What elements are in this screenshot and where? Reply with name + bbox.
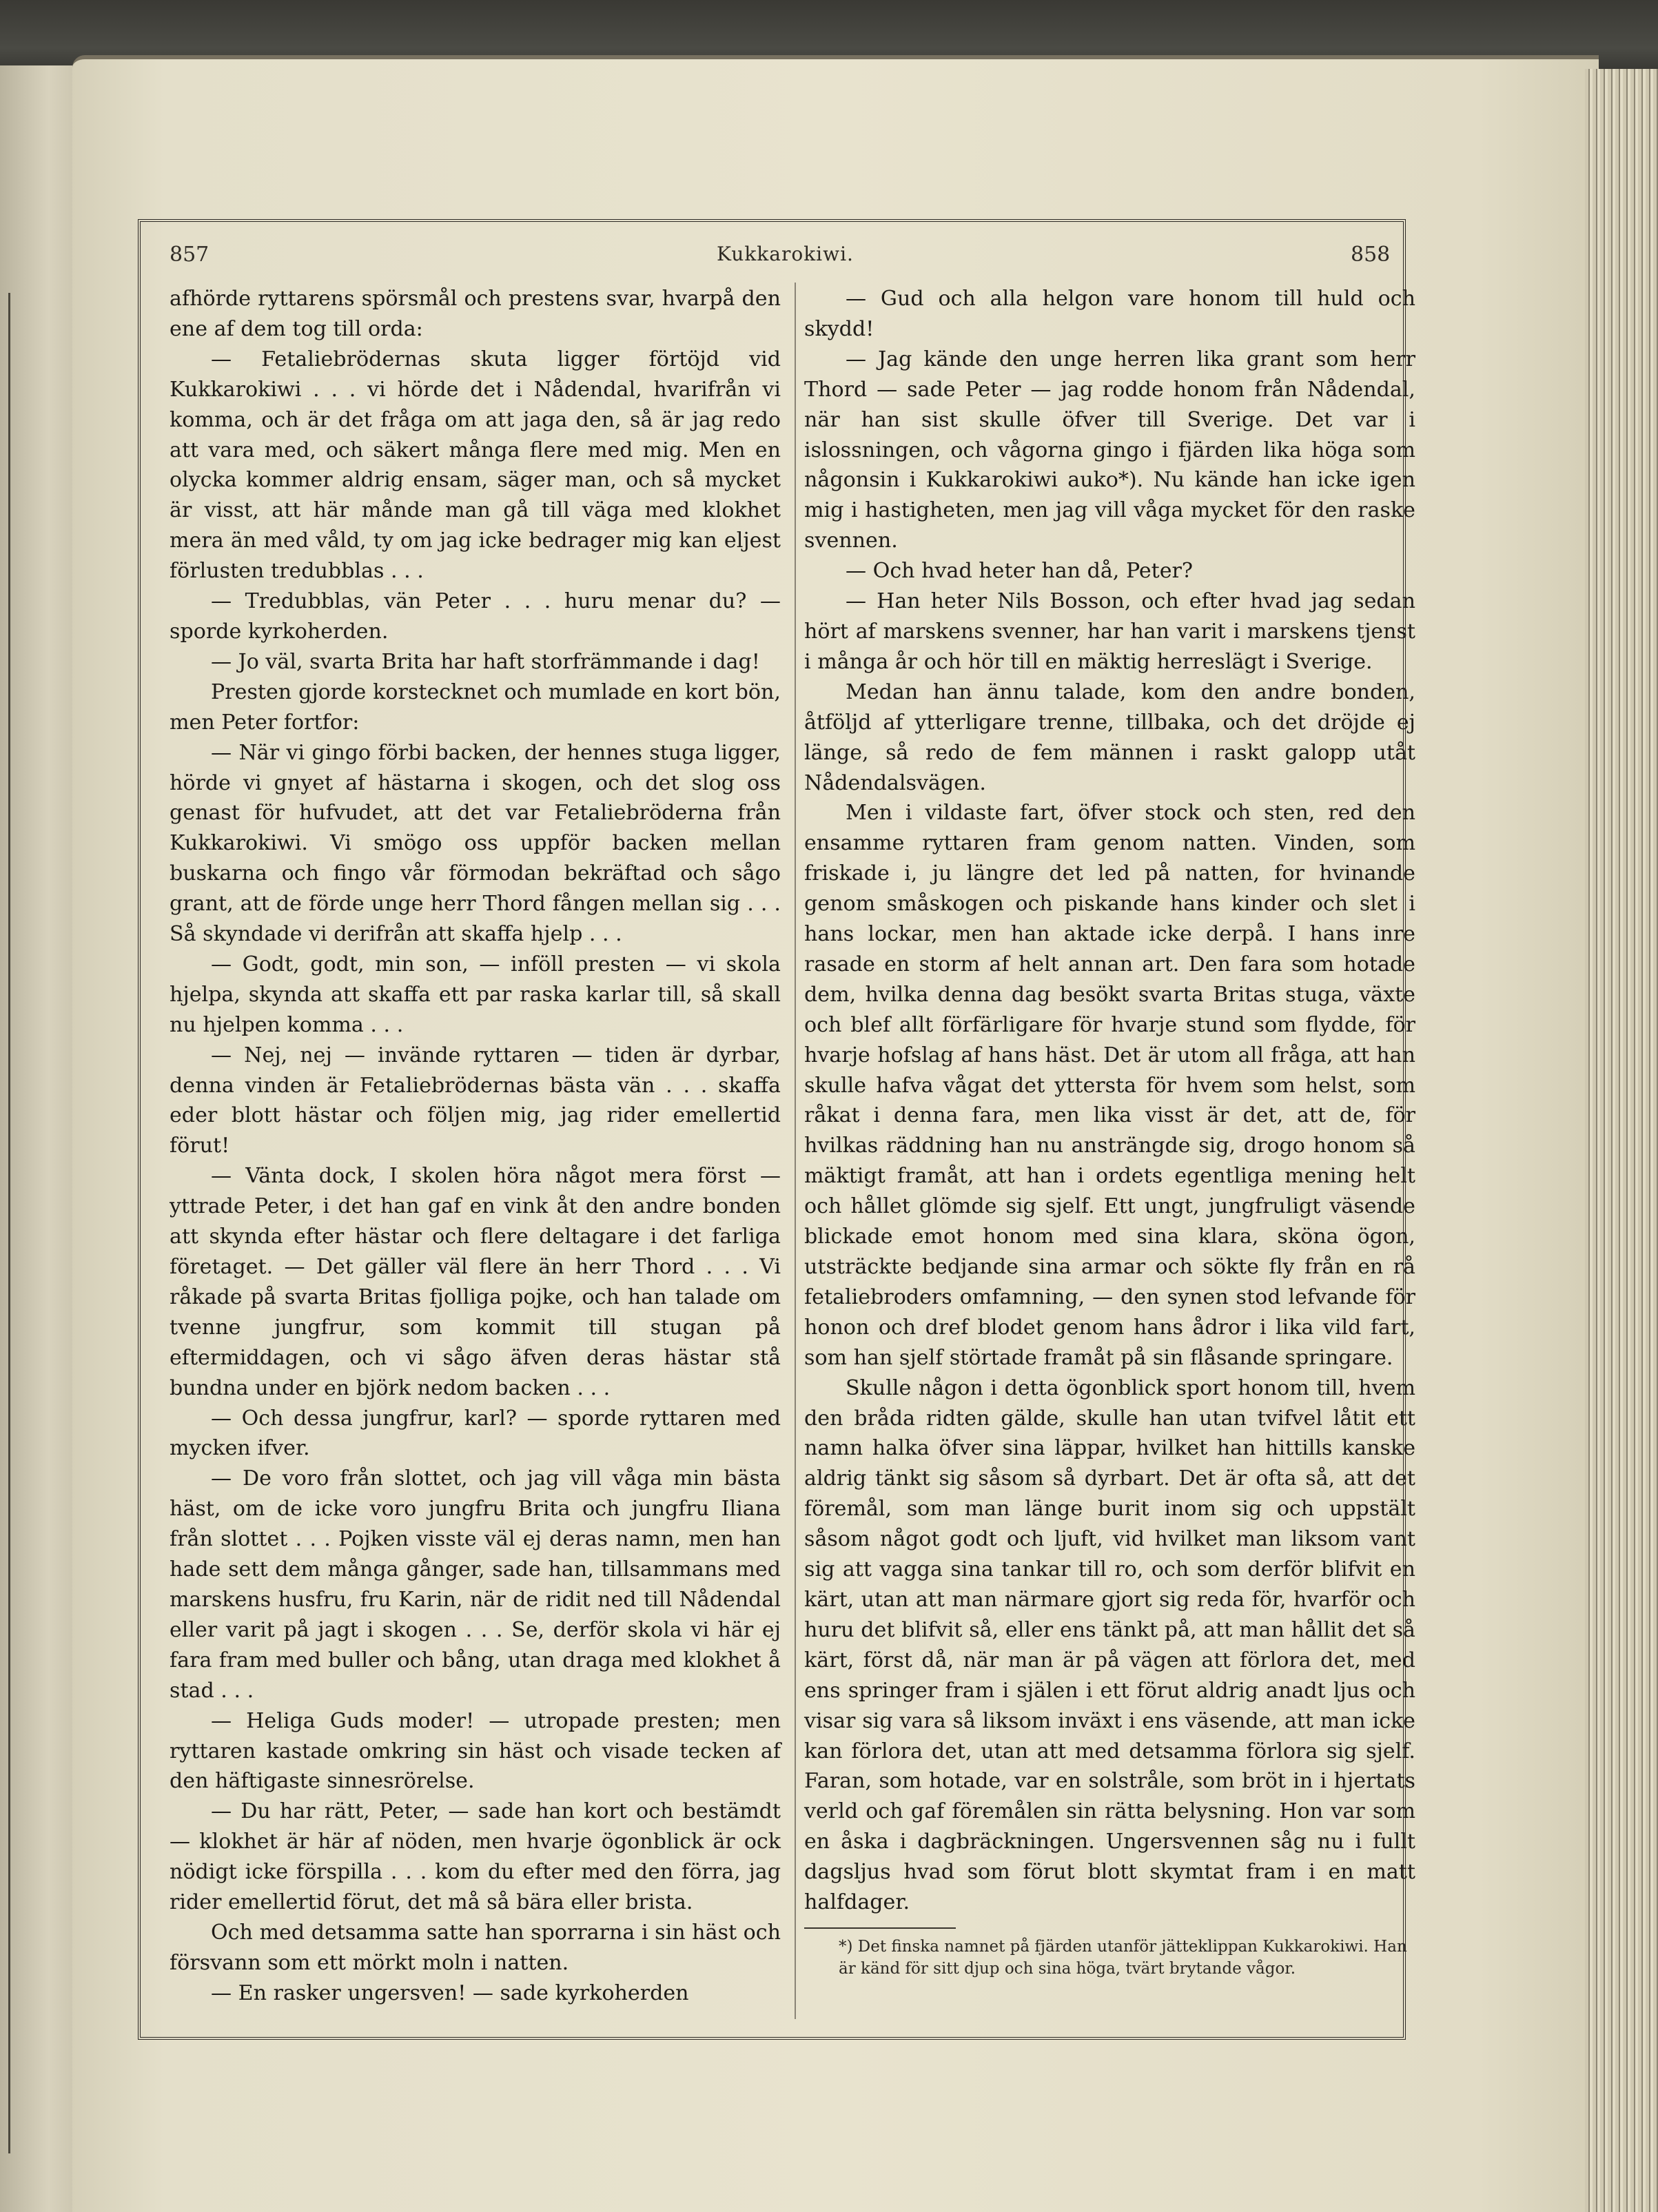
paragraph: — Jo väl, svarta Brita har haft storfrämmande i dag! <box>211 649 760 674</box>
paragraph: — De voro från slottet, och jag vill våga min bästa häst, om de icke voro jungfru Brita och jungfru Iliana från slottet . . . Pojken visste väl ej deras namn, men han hade sett dem många gånger, sade han, tillsammans med marskens husfru, fru Karin, när de ridit ned till Nådendal eller varit på jagt i skogen . . . Se, derför skola vi här ej fara fram med buller och bång, utan draga med klokhet å stad . . . <box>170 1466 781 1703</box>
paragraph: Skulle någon i detta ögonblick sport honom till, hvem den bråda ridten gälde, skulle han utan tvifvel låtit ett namn halka öfver sina läppar, hvilket han hittills kanske aldrig tänkt sig såsom så dyrbart. Det är ofta så, att det föremål, som man länge burit inom sig och uppstält såsom något godt och ljuft, vid hvilket man liksom vant sig att vagga sina tankar till ro, och som derför blifvit en kärt, utan att man närmare gjort sig reda för, hvarför och huru det blifvit så, eller ens tänkt på, att man hållit det så kärt, först då, när man är på vägen att förlora det, med ens springer fram i själen i ett förut aldrig anadt ljus och visar sig vara så liksom inväxt i ens väsende, att man icke kan förlora det, utan att med detsamma förlora sig sjelf. Faran, som hotade, var en solstråle, som bröt in i hjertats verld och gaf föremålen sin rätta belysning. Hon var som en åska i dagbräckningen. Ungersvennen såg nu i fullt dagsljus hvad som förut blott skymtat fram i en matt halfdager. <box>804 1375 1415 1915</box>
footnote-text: *) Det finska namnet på fjärden utanför jätteklippan Kukkarokiwi. Han är känd för sitt djup och sina höga, tvärt brytande vågor. <box>839 1937 1407 1978</box>
paragraph: — Vänta dock, I skolen höra något mera först — yttrade Peter, i det han gaf en vink åt den andre bonden att skynda efter hästar och flere deltagare i det farliga företaget. — Det gäller väl flere än herr Thord . . . Vi råkade på svarta Britas fjolliga pojke, och han talade om tvenne jungfrur, som kommit till stugan på eftermiddagen, och vi sågo äfven deras hästar stå bundna under en björk nedom backen . . . <box>170 1164 781 1400</box>
previous-page-edge <box>0 65 83 2212</box>
paragraph: afhörde ryttarens spörsmål och prestens svar, hvarpå den ene af dem tog till orda: <box>170 287 781 341</box>
paragraph: Och med detsamma satte han sporrarna i sin häst och försvann som ett mörkt moln i natten. <box>170 1920 781 1975</box>
paragraph: — Han heter Nils Bosson, och efter hvad jag sedan hört af marskens svenner, har han varit i marskens tjenst i många år och hör till en mäktig herreslägt i Sverige. <box>804 589 1415 674</box>
paragraph: Men i vildaste fart, öfver stock och sten, red den ensamme ryttaren fram genom natten. Vinden, som friskade i, ju längre det led på natten, for hvinande genom småskogen och piskande hans kinder och slet i hans lockar, men han aktade icke derpå. I hans inre rasade en storm af helt annan art. Den fara som hotade dem, hvilka denna dag besökt svarta Britas stuga, växte och blef allt förfärligare för hvarje stund som flydde, för hvarje hofslag af hans häst. Det är utom all fråga, att han skulle hafva vågat det yttersta för hvem som helst, som råkat i denna fara, men lika visst är det, att de, för hvilkas räddning han nu ansträngde sig, drogo honom så mäktigt framåt, att han i ordets egentliga mening helt och hållet glömde sig sjelf. Ett ungt, jungfruligt väsende blickade emot honom med sina klara, sköna ögon, utsträckte bedjande sina armar och sökte fly från en rå fetaliebroders omfamning, — den synen stod lefvande för honon och dref blodet genom hans ådror i lika vild fart, som han sjelf störtade framåt på sin flåsande springare. <box>804 801 1415 1370</box>
page-stack-edges <box>1585 69 1658 2212</box>
page-number-right: 858 <box>1351 243 1391 267</box>
right-column <box>804 284 1415 1980</box>
footnote-rule <box>804 1927 956 1929</box>
paragraph: Presten gjorde korstecknet och mumlade en kort bön, men Peter fortfor: <box>170 679 781 735</box>
paragraph: — Tredubblas, vän Peter . . . huru menar du? — sporde kyrkoherden. <box>170 589 781 644</box>
paragraph: — Heliga Guds moder! — utropade presten; men ryttaren kastade omkring sin häst och visade tecken af den häftigaste sinnesrörelse. <box>170 1708 781 1794</box>
paragraph: — En rasker ungersven! — sade kyrkoherden <box>211 1980 689 2005</box>
page-number-left: 857 <box>170 243 209 267</box>
paragraph: — Godt, godt, min son, — inföll presten — vi skola hjelpa, skynda att skaffa ett par raska karlar till, så skall nu hjelpen komma . . . <box>170 952 781 1037</box>
paragraph: — Fetaliebrödernas skuta ligger förtöjd vid Kukkarokiwi . . . vi hörde det i Nådendal, hvarifrån vi komma, och är det fråga om att jaga den, så är jag redo att vara med, och säkert många flere med mig. Men en olycka kommer aldrig ensam, säger man, och så mycket är visst, att här månde man gå till väga med klokhet mera än med våld, ty om jag icke bedrager mig kan eljest förlusten tredubblas . . . <box>170 347 781 584</box>
running-title: Kukkarokiwi. <box>717 243 854 265</box>
paragraph: — Gud och alla helgon vare honom till huld och skydd! <box>804 287 1415 341</box>
paragraph: Medan han ännu talade, kom den andre bonden, åtföljd af ytterligare trenne, tillbaka, och det dröjde ej länge, så redo de fem männen i raskt galopp utåt Nådendalsvägen. <box>804 679 1415 795</box>
paragraph: — Jag kände den unge herren lika grant som herr Thord — sade Peter — jag rodde honom från Nådendal, när han sist skulle öfver till Sverige. Det var i islossningen, och vågorna gingo i fjärden lika höga som någonsin i Kukkarokiwi auko*). Nu kände han icke igen mig i hastigheten, men jag vill våga mycket för den raske svennen. <box>804 347 1415 553</box>
paragraph: — Nej, nej — invände ryttaren — tiden är dyrbar, denna vinden är Fetaliebrödernas bästa vän . . . skaffa eder blott hästar och följen mig, jag rider emellertid förut! <box>170 1043 781 1158</box>
paragraph: — När vi gingo förbi backen, der hennes stuga ligger, hörde vi gnyet af hästarna i skogen, och det slog oss genast för hufvudet, att det var Fetaliebröderna från Kukkarokiwi. Vi smögo oss uppför backen mellan buskarna och fingo vår förmodan bekräftad och sågo grant, att de förde unge herr Thord fången mellan sig . . . Så skyndade vi derifrån att skaffa hjelp . . . <box>170 740 781 947</box>
footnote <box>804 1936 1415 1980</box>
paragraph: — Och dessa jungfrur, karl? — sporde ryttaren med mycken ifver. <box>170 1406 781 1461</box>
column-divider <box>795 283 796 2019</box>
paragraph: — Du har rätt, Peter, — sade han kort och bestämdt — klokhet är här af nöden, men hvarje ögonblick är ock nödigt icke förspilla . . . kom du efter med den förra, jag rider emellertid förut, det må så bära eller brista. <box>170 1799 781 1915</box>
paragraph: — Och hvad heter han då, Peter? <box>846 559 1194 584</box>
left-column <box>170 284 781 2009</box>
